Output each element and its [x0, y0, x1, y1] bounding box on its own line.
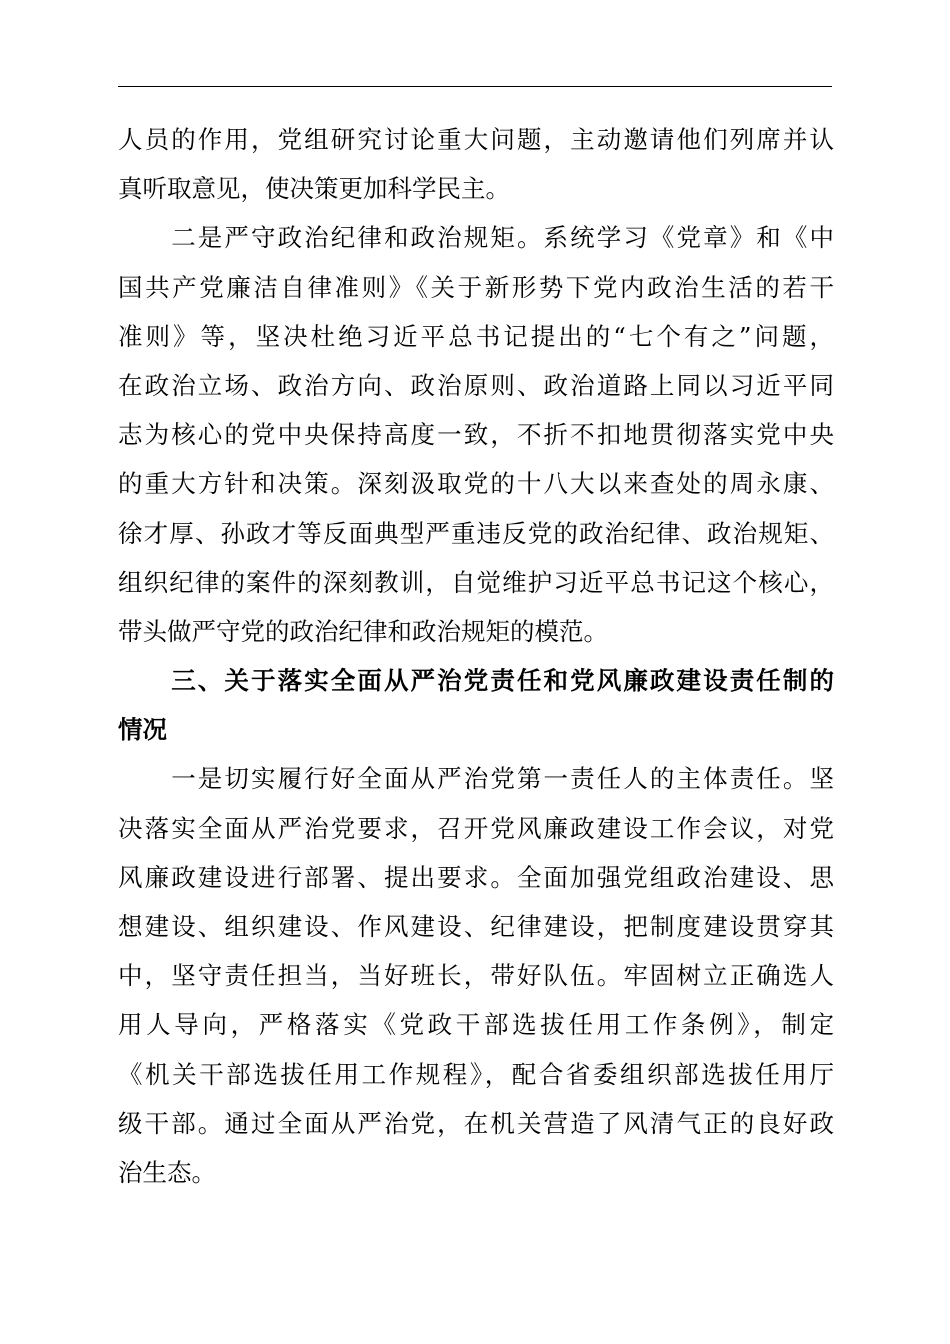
- text-line: 《机关干部选拔任用工作规程》，配合省委组织部选拔任用厅: [118, 1059, 834, 1089]
- text-line: 想建设、组织建设、作风建设、纪律建设，把制度建设贯穿其: [118, 912, 834, 941]
- text-line: 组织纪律的案件的深刻教训，自觉维护习近平总书记这个核心，: [118, 567, 834, 597]
- section-heading-line: 三、关于落实全面从严治党责任和党风廉政建设责任制的: [118, 666, 834, 696]
- header-rule: [118, 86, 832, 87]
- text-line: 人员的作用，党组研究讨论重大问题，主动邀请他们列席并认: [118, 125, 834, 154]
- text-line: 徐才厚、孙政才等反面典型严重违反党的政治纪律、政治规矩、: [118, 518, 834, 548]
- section-heading-line: 情况: [118, 715, 167, 745]
- document-body: [118, 115, 834, 1197]
- text-line: 中，坚守责任担当，当好班长，带好队伍。牢固树立正确选人: [118, 961, 834, 991]
- text-line: 治生态。: [118, 1157, 216, 1187]
- text-line: 志为核心的党中央保持高度一致，不折不扣地贯彻落实党中央: [118, 420, 834, 450]
- text-line: 带头做严守党的政治纪律和政治规矩的模范。: [118, 616, 608, 646]
- text-line: 级干部。通过全面从严治党，在机关营造了风清气正的良好政: [118, 1108, 834, 1138]
- text-line: 的重大方针和决策。深刻汲取党的十八大以来查处的周永康、: [118, 469, 834, 499]
- text-line: 准则》等，坚决杜绝习近平总书记提出的“七个有之”问题，: [118, 321, 834, 351]
- text-line: 风廉政建设进行部署、提出要求。全面加强党组政治建设、思: [118, 862, 834, 892]
- text-line: 真听取意见，使决策更加科学民主。: [118, 174, 510, 204]
- text-line: 一是切实履行好全面从严治党第一责任人的主体责任。坚: [118, 764, 834, 794]
- text-line: 国共产党廉洁自律准则》《关于新形势下党内政治生活的若干: [118, 272, 834, 302]
- text-line: 用人导向，严格落实《党政干部选拔任用工作条例》，制定: [118, 1010, 834, 1040]
- text-line: 在政治立场、政治方向、政治原则、政治道路上同以习近平同: [118, 370, 834, 400]
- text-line: 二是严守政治纪律和政治规矩。系统学习《党章》和《中: [118, 223, 834, 253]
- text-line: 决落实全面从严治党要求，召开党风廉政建设工作会议，对党: [118, 813, 834, 843]
